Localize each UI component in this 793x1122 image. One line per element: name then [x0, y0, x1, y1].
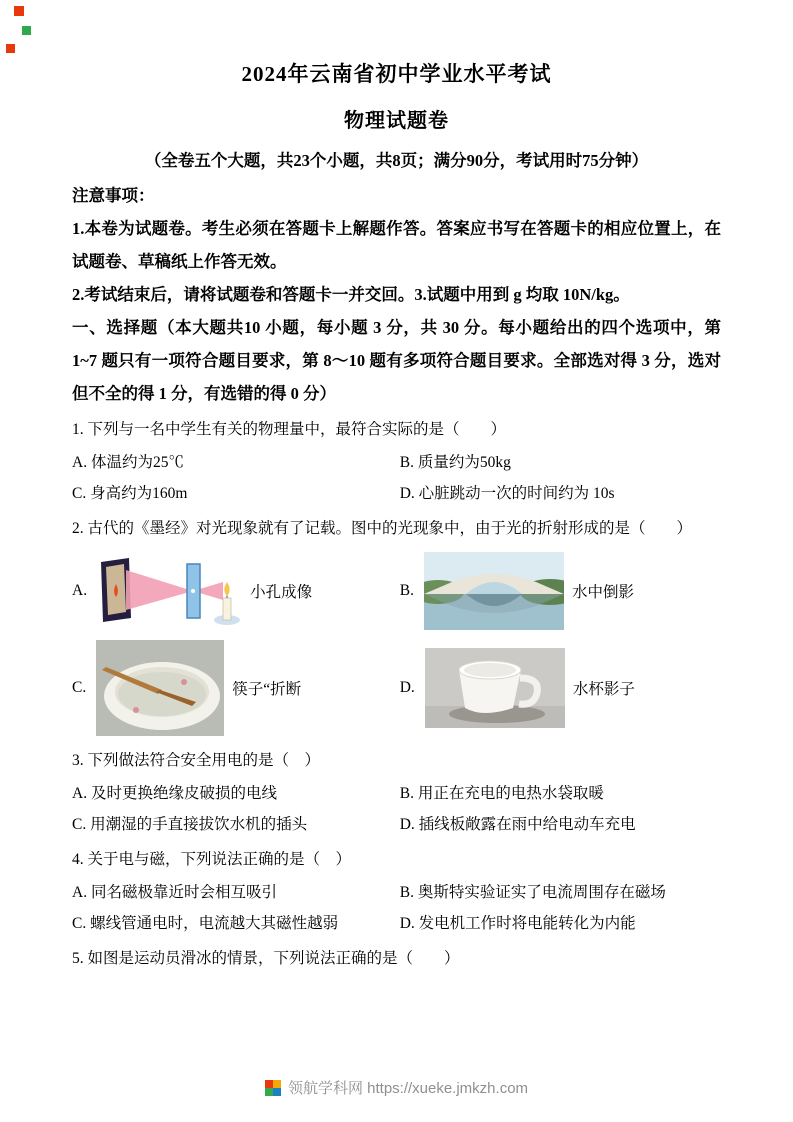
- figure-d-label: D.: [399, 679, 415, 696]
- site-logo-icon: [265, 1080, 281, 1096]
- figure-a-label: A.: [72, 582, 88, 599]
- exam-title: 2024年云南省初中学业水平考试: [241, 62, 552, 86]
- footer-watermark: [265, 1077, 528, 1098]
- question-4-text: 4. 关于电与磁，下列说法正确的是（ ）: [72, 851, 352, 868]
- notice-heading: 注意事项：: [72, 186, 155, 205]
- question-2-text: 2. 古代的《墨经》对光现象就有了记载。图中的光现象中，由于光的折射形成的是（ ）: [72, 520, 693, 537]
- figure-b-caption: 水中倒影: [571, 584, 634, 601]
- decoration-square-red-top: [14, 6, 24, 16]
- figure-b-label: B.: [399, 582, 414, 599]
- notice-item-2: 2.考试结束后，请将试题卷和答题卡一并交回。3.试题中用到 g 均取 10N/kg。: [72, 285, 630, 304]
- question-4-option-d: D. 发电机工作时将电能转化为内能: [399, 915, 636, 932]
- exam-info-line: （全卷五个大题，共23个小题，共8页；满分90分，考试用时75分钟）: [144, 151, 649, 170]
- question-1-option-c: C. 身高约为160m: [72, 485, 188, 502]
- bridge-water-reflection-figure: [424, 552, 564, 630]
- question-1-text: 1. 下列与一名中学生有关的物理量中，最符合实际的是（ ）: [72, 421, 507, 438]
- cup-shadow-figure: [425, 648, 565, 728]
- decoration-square-green: [22, 26, 31, 35]
- question-3-text: 3. 下列做法符合安全用电的是（ ）: [72, 752, 321, 769]
- question-3-option-a: A. 及时更换绝缘皮破损的电线: [72, 785, 277, 802]
- question-2-figure-row-2: [72, 640, 721, 736]
- question-4-options: [72, 877, 721, 939]
- bent-chopstick-bowl-figure: [96, 640, 224, 736]
- figure-a-caption: 小孔成像: [250, 584, 313, 601]
- question-2-figure-b: [400, 552, 721, 630]
- section-1-heading: 一、选择题（本大题共10 小题，每小题 3 分，共 30 分。每小题给出的四个选项中，第 1~7 题只有一项符合题目要求，第 8～10 题有多项符合题目要求。全部选对得 3 分，选对但不全的得 1 分，有选错的得 0 分）: [72, 318, 721, 403]
- question-3-options: [72, 778, 721, 840]
- decoration-square-red-bottom: [6, 44, 15, 53]
- question-2-figure-row-1: [72, 552, 721, 630]
- question-4-option-a: A. 同名磁极靠近时会相互吸引: [72, 884, 277, 901]
- pinhole-imaging-figure: [97, 552, 242, 630]
- notice-item-1: 1.本卷为试题卷。考生必须在答题卡上解题作答。答案应书写在答题卡的相应位置上，在试题卷、草稿纸上作答无效。: [72, 219, 721, 271]
- question-2-figure-d: [400, 640, 721, 736]
- question-4-option-c: C. 螺线管通电时，电流越大其磁性越弱: [72, 915, 339, 932]
- exam-subtitle: 物理试题卷: [344, 110, 449, 132]
- question-2-figure-c: [72, 640, 400, 736]
- question-5-text: 5. 如图是运动员滑冰的情景，下列说法正确的是（ ）: [72, 950, 460, 967]
- question-2-figure-a: [72, 552, 400, 630]
- question-3-option-b: B. 用正在充电的电热水袋取暖: [399, 785, 604, 802]
- question-3-option-d: D. 插线板敞露在雨中给电动车充电: [399, 816, 636, 833]
- figure-c-caption: 筷子“折断: [232, 681, 302, 698]
- figure-d-caption: 水杯影子: [572, 681, 635, 698]
- figure-c-label: C.: [72, 679, 87, 696]
- question-3-option-c: C. 用潮湿的手直接拔饮水机的插头: [72, 816, 308, 833]
- question-1-options: [72, 447, 721, 509]
- page-footer: [0, 1075, 793, 1099]
- question-1-option-d: D. 心脏跳动一次的时间约为 10s: [399, 485, 615, 502]
- question-1-option-a: A. 体温约为25℃: [72, 454, 184, 471]
- footer-watermark-text: 领航学科网 https://xueke.jmkzh.com: [287, 1080, 529, 1097]
- question-1-option-b: B. 质量约为50kg: [399, 454, 511, 471]
- question-4-option-b: B. 奥斯特实验证实了电流周围存在磁场: [399, 884, 666, 901]
